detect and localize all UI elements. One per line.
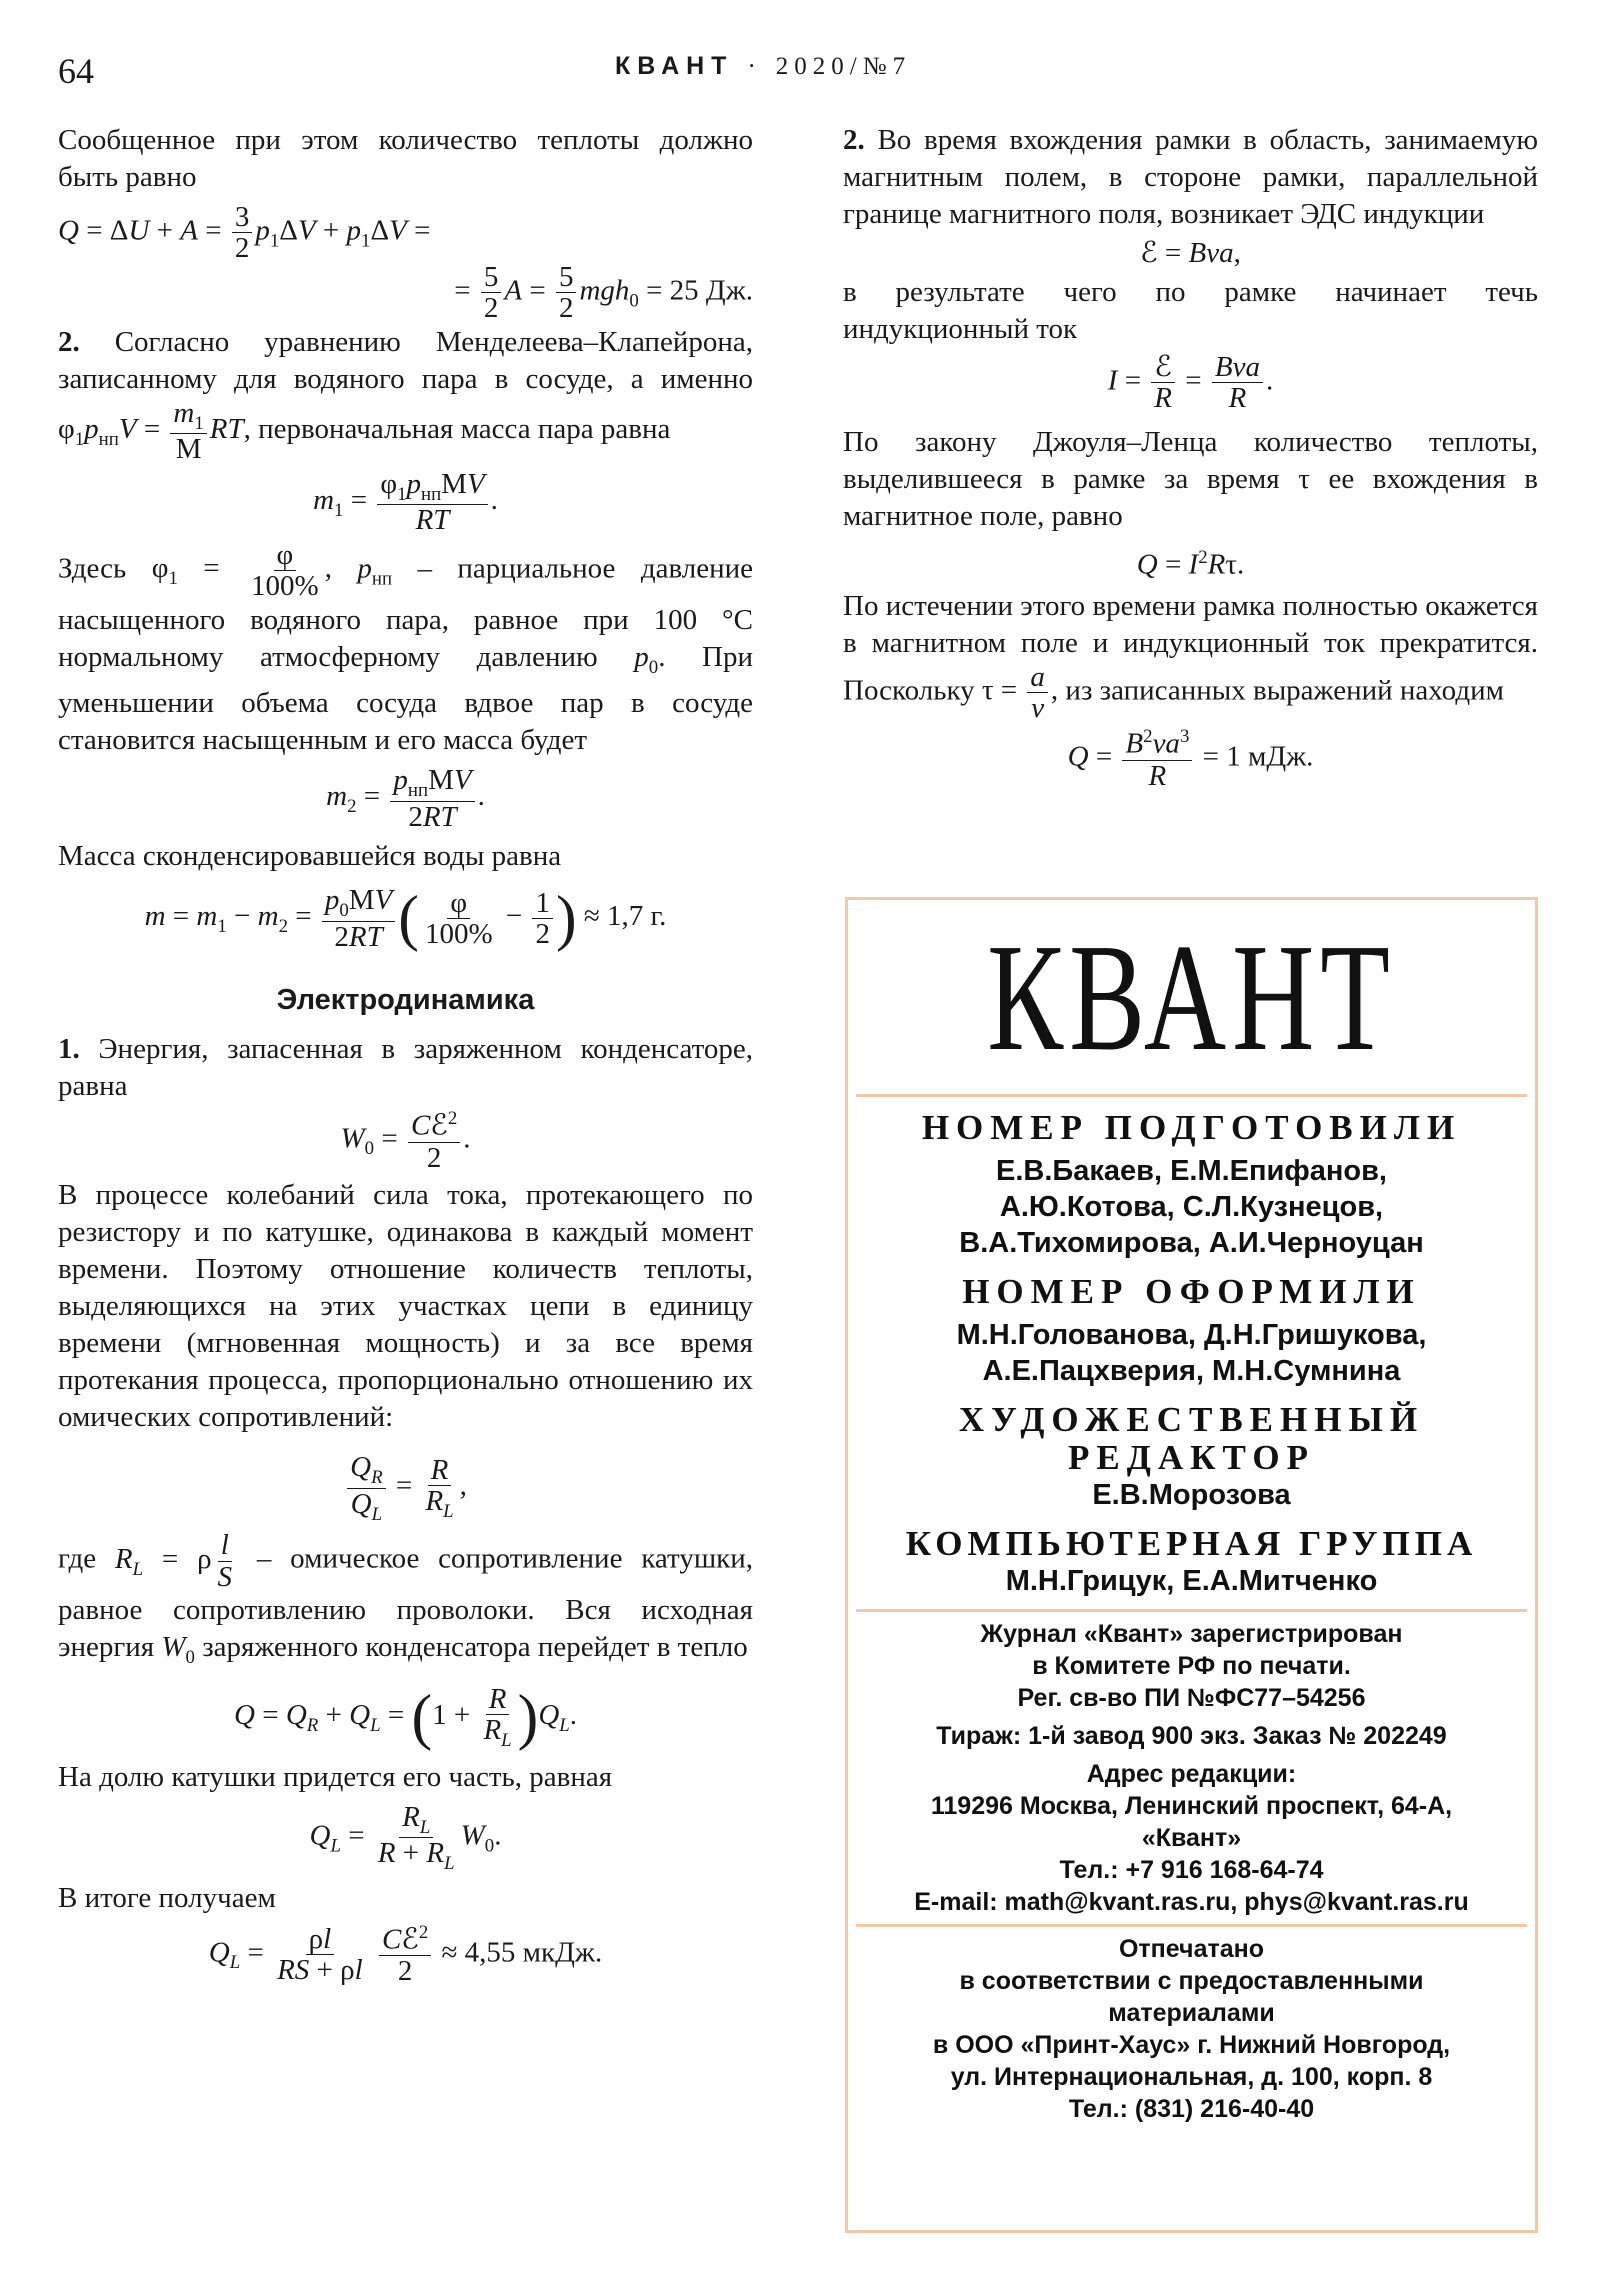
- divider: [856, 1609, 1527, 1612]
- equation-current: I = $\frac{\text{ℰ}}{R}$ = $\frac{\text{Bva}}{R}$ .: [1107, 351, 1274, 415]
- running-head: [615, 52, 911, 81]
- names-list: М.Н.Грицук, Е.А.Митченко: [1005, 1565, 1378, 1597]
- paragraph: В итоге получаем: [58, 1882, 276, 1915]
- paragraph: Здесь $\varphi_1$ = $\frac{\varphi}{100\%}$ , $p_{нп}$ – парциальное давление насыщенного водяного пара, равное при 100 °C нормальному атмосферному давлению $p_0$. При уменьшении объема сосуда вдвое пар в сосуде становится насыщенным и его масса будет: [58, 538, 754, 757]
- issue-number: 2020/№7: [775, 53, 912, 80]
- equation-final: $Q_L$ = $\frac{\rho l}{RS + \rho l}$ $\frac{Cℰ^2}{2}$ ≈ 4,55 мкДж.: [208, 1922, 603, 1988]
- section-heading: НОМЕР ОФОРМИЛИ: [962, 1272, 1421, 1311]
- left-column: [58, 122, 753, 1993]
- equation-q-frame: Q = $\frac{B^2va^3}{R}$ = 1 мДж.: [1067, 726, 1314, 792]
- right-column: [843, 122, 1538, 795]
- paragraph: На долю катушки придется его часть, равная: [58, 1760, 613, 1793]
- paragraph: По закону Джоуля–Ленца количество теплоты, выделившееся в рамке за время τ ее вхождения в магнитное поле, равно: [843, 425, 1538, 532]
- paragraph: Сообщенное при этом количество теплоты должно быть равно: [58, 124, 753, 193]
- names-list: Е.В.Бакаев, Е.М.Епифанов, А.Ю.Котова, С.Л.Кузнецов, В.А.Тихомирова, А.И.Черноуцан: [959, 1155, 1424, 1259]
- paragraph: в результате чего по рамке начинает течь индукционный ток: [843, 276, 1538, 345]
- page-number: 64: [58, 51, 94, 91]
- equation-heat-2: = $\frac{5}{2}$ A = $\frac{5}{2}$ mgh$_0$ = 25 Дж.: [454, 260, 753, 325]
- paragraph: По истечении этого времени рамка полностью окажется в магнитном поле и индукционный ток прекратится. Поскольку τ = $\frac{a}{v}$ , из записанных выражений находим: [843, 589, 1538, 724]
- equation-ql: $Q_L$ = $\frac{R_L}{R + R_L}$ $W_0$.: [309, 1800, 502, 1875]
- equation-heat-1: Q = ΔU + A = $\frac{3}{2}$ $p_1\Delta V + p_1\Delta V$ =: [58, 201, 431, 265]
- paragraph: 2. Согласно уравнению Менделеева–Клапейрона, записанному для водяного пара в сосуде, а именно $\varphi_1p_{нп}V$ = $\frac{m_1}{M}$ RT, первоначальная масса пара равна: [58, 325, 753, 466]
- section-heading: НОМЕР ПОДГОТОВИЛИ: [921, 1108, 1462, 1147]
- names-list: Е.В.Морозова: [1092, 1479, 1291, 1511]
- section-heading: ХУДОЖЕСТВЕННЫЙ РЕДАКТОР: [958, 1400, 1425, 1477]
- equation-m2: $m_2$ = $\frac{p_{нп}MV}{2RT}$ .: [326, 764, 485, 834]
- equation-total-heat: $Q = Q_R + Q_L = (1$ + $\frac{R}{R_L}$ )$Q_L$.: [234, 1682, 577, 1752]
- divider: [856, 1094, 1527, 1097]
- equation-mass: $m = m_1 - m_2$ = $\frac{p_0MV}{2RT}$ ( $\frac{\varphi}{100\%}$ − $\frac{1}{2}$ ) ≈ 1,7 г.: [144, 884, 667, 954]
- section-title: Электродинамика: [276, 984, 535, 1017]
- kvant-logo: КВАНТ: [987, 913, 1396, 1083]
- paragraph: Масса сконденсировавшейся воды равна: [58, 840, 562, 873]
- equation-w0: $W_0$ = $\frac{Cℰ^2}{2}$ .: [340, 1108, 471, 1174]
- equation-m1: $m_1$ = $\frac{\varphi_1p_{нп}MV}{RT}$ .: [313, 467, 498, 537]
- paragraph: В процессе колебаний сила тока, протекающего по резистору и по катушке, одинакова в каждый момент времени. Поэтому отношение количеств теплоты, выделяющихся на этих участках цепи в единицу времени (мгновенная мощность) и за все время протекания процесса, пропорционально отношению их омических сопротивлений:: [58, 1179, 753, 1434]
- equation-emf: ℰ = Bva,: [1140, 237, 1241, 269]
- equation-joule: $Q = I^2R\tau$.: [1136, 546, 1245, 581]
- paragraph: 1. Энергия, запасенная в заряженном конденсаторе, равна: [58, 1033, 753, 1103]
- divider: [856, 1924, 1527, 1927]
- paragraph: 2. Во время вхождения рамки в область, занимаемую магнитным полем, в стороне рамки, параллельной границе магнитного поля, возникает ЭДС индукции: [843, 124, 1538, 230]
- section-heading: КОМПЬЮТЕРНАЯ ГРУППА: [905, 1524, 1478, 1563]
- registration-info: Журнал «Квант» зарегистрирован в Комитете РФ по печати. Рег. св-во ПИ №ФС77–54256 Тираж: 1-й завод 900 экз. Заказ № 202249 Адрес редакции: 119296 Москва, Ленинский проспект, 64-А, «Квант» Тел.: +7 916 168-64-74 E-mail: math@kvant.ras.ru, phys@kvant.ras.ru: [914, 1620, 1469, 1916]
- names-list: М.Н.Голованова, Д.Н.Гришукова, А.Е.Пацхверия, М.Н.Сумнина: [956, 1319, 1427, 1387]
- paragraph: где $R_L = \rho$ $\frac{l}{S}$ – омическое сопротивление катушки, равное сопротивлению проволоки. Вся исходная энергия $W_0$ заряженного конденсатора перейдет в тепло: [58, 1529, 754, 1668]
- printing-info: Отпечатано в соответствии с предоставленными материалами в ООО «Принт-Хаус» г. Нижний Новгород, ул. Интернациональная, д. 100, корп. 8 Тел.: (831) 216-40-40: [932, 1935, 1451, 2123]
- equation-ratio: $\frac{Q_R}{Q_L}$ = $\frac{R}{R_L}$ ,: [58, 1452, 753, 1524]
- imprint-box: [845, 897, 1538, 2233]
- magazine-name: КВАНТ: [615, 52, 734, 80]
- header-separator: ·: [747, 53, 762, 80]
